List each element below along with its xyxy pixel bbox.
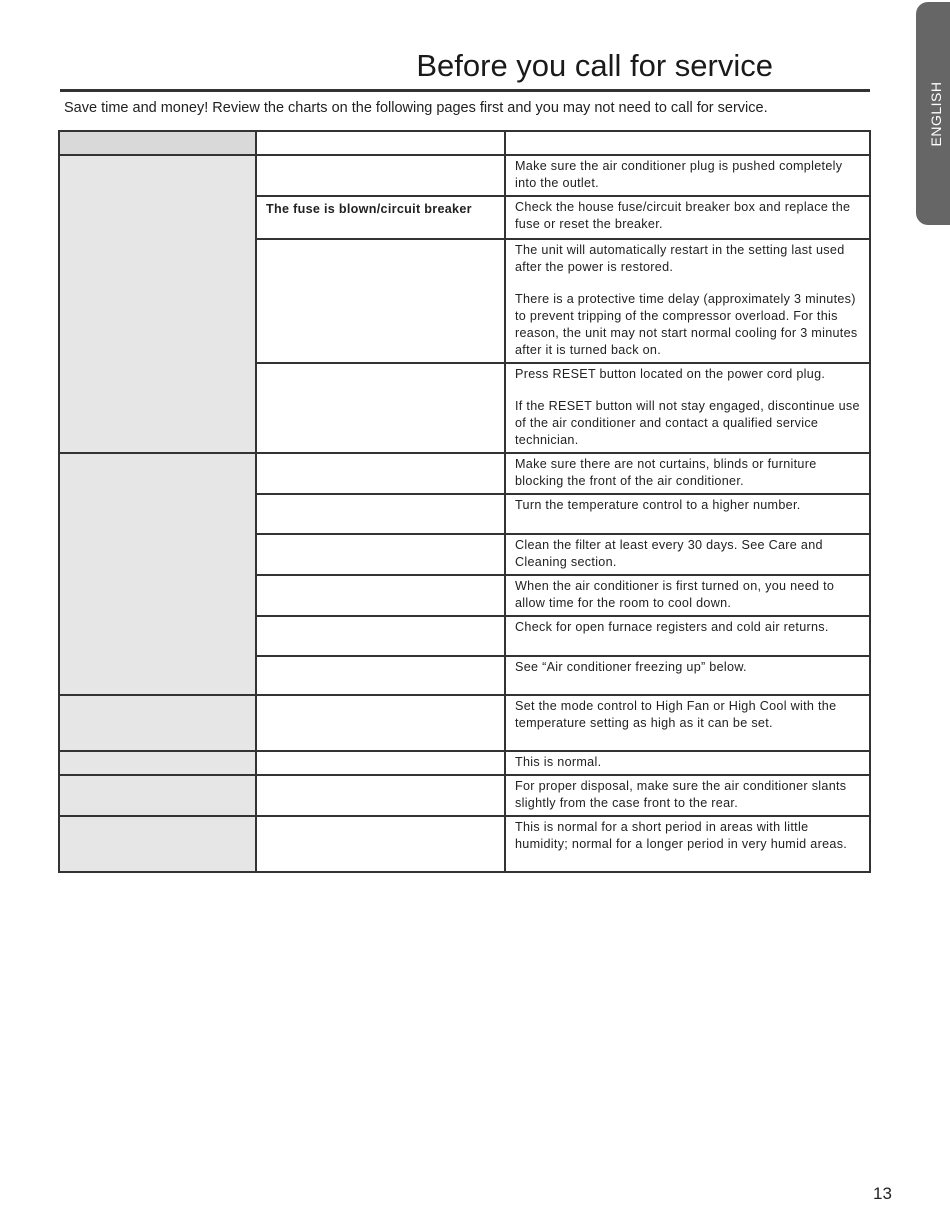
action-cell [505, 695, 870, 751]
cause-cell [256, 453, 505, 494]
action-text: When the air conditioner is first turned on, you need to allow time for the room to cool down. [515, 579, 835, 610]
action-text: The unit will automatically restart in the setting last used after the power is restored. [515, 243, 845, 274]
cause-cell [256, 575, 505, 616]
action-text: Check the house fuse/circuit breaker box and replace the fuse or reset the breaker. [515, 200, 851, 231]
cause-cell [256, 656, 505, 695]
problem-cell [59, 775, 256, 816]
action-text: See “Air conditioner freezing up” below. [515, 660, 747, 674]
language-tab [916, 2, 950, 225]
table-row [59, 695, 870, 751]
troubleshooting-table [58, 130, 871, 873]
action-text: For proper disposal, make sure the air conditioner slants slightly from the case front to the rear. [515, 779, 847, 810]
problem-cell [59, 695, 256, 751]
action-cell [505, 775, 870, 816]
cause-cell [256, 239, 505, 363]
problem-cell [59, 155, 256, 453]
action-text: Press RESET button located on the power cord plug. [515, 367, 826, 381]
language-tab-label: ENGLISH [928, 81, 944, 146]
action-cell [505, 656, 870, 695]
action-text: Make sure there are not curtains, blinds or furniture blocking the front of the air conditioner. [515, 457, 817, 488]
action-text: If the RESET button will not stay engaged, discontinue use of the air conditioner and contact a qualified service technician. [515, 399, 860, 447]
action-text: This is normal. [515, 755, 602, 769]
table-row [59, 751, 870, 775]
problem-cell [59, 816, 256, 872]
action-cell [505, 816, 870, 872]
cause-cell [256, 775, 505, 816]
table-row [59, 453, 870, 494]
action-cell [505, 616, 870, 656]
cause-cell [256, 534, 505, 575]
cause-cell [256, 751, 505, 775]
cause-cell [256, 816, 505, 872]
action-text: Clean the filter at least every 30 days. See Care and Cleaning section. [515, 538, 823, 569]
action-cell [505, 196, 870, 239]
table-body [59, 155, 870, 872]
action-text: Set the mode control to High Fan or High Cool with the temperature setting as high as it can be set. [515, 699, 837, 730]
action-cell [505, 494, 870, 534]
action-text: Check for open furnace registers and cold air returns. [515, 620, 829, 634]
cause-cell [256, 494, 505, 534]
action-cell [505, 534, 870, 575]
cause-cell [256, 363, 505, 453]
problem-cell [59, 453, 256, 695]
cause-cell [256, 695, 505, 751]
action-cell [505, 453, 870, 494]
action-text: Turn the temperature control to a higher number. [515, 498, 801, 512]
action-cell [505, 239, 870, 363]
table-row [59, 775, 870, 816]
table-row [59, 155, 870, 196]
page-number: 13 [873, 1184, 892, 1203]
cause-cell [256, 616, 505, 656]
action-cell [505, 751, 870, 775]
action-text: This is normal for a short period in areas with little humidity; normal for a longer period in very humid areas. [515, 820, 848, 851]
action-cell [505, 575, 870, 616]
column-header-problem [59, 131, 256, 155]
action-text: There is a protective time delay (approximately 3 minutes) to prevent tripping of the compressor overload. For this reason, the unit may not start normal cooling for 3 minutes after it is turned back on. [515, 292, 858, 357]
table-header-row [59, 131, 870, 155]
page-title: Before you call for service [416, 48, 773, 83]
action-cell [505, 155, 870, 196]
column-header-cause [256, 131, 505, 155]
cause-cell: The fuse is blown/circuit breaker [256, 196, 505, 239]
action-text: Make sure the air conditioner plug is pushed completely into the outlet. [515, 159, 843, 190]
action-cell [505, 363, 870, 453]
cause-cell [256, 155, 505, 196]
column-header-action [505, 131, 870, 155]
title-rule [60, 89, 870, 92]
intro-text: Save time and money! Review the charts on the following pages first and you may not need to call for service. [64, 100, 768, 116]
problem-cell [59, 751, 256, 775]
table-row [59, 816, 870, 872]
